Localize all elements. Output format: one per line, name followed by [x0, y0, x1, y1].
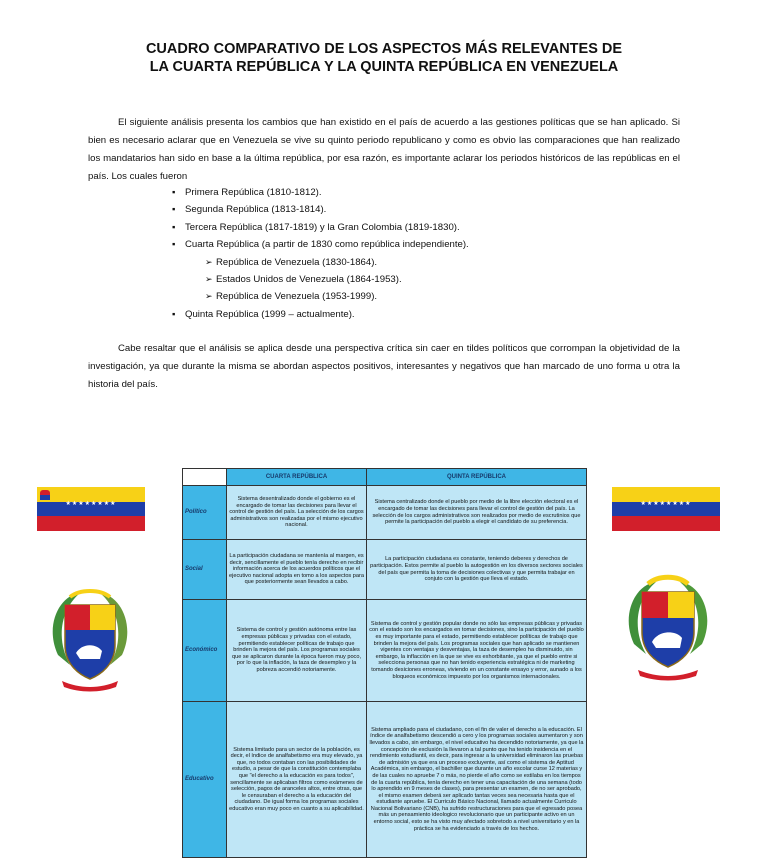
list-item: ▪ Quinta República (1999 – actualmente). [172, 306, 469, 323]
cell-cuarta: Sistema limitado para un sector de la población, es decir, el índice de analfabetismo era muy elevado, ya que, no todos contaban con las posibilidades de estudio, a pesar de que la constitución contemplaba que "el derecho a la educación es para todos", sencillamente se aplicaban filtros como exámenes de selección, pagos de aranceles altos, entre otras, que le censuraban el derecho a la educación del ciudadano. De igual forma los programas sociales educativo eran muy poco en cuanto a su aplicabilidad. [227, 702, 367, 858]
sub-list-item: ➢ República de Venezuela (1830-1864). [205, 254, 469, 271]
list-item: ▪ Primera República (1810-1812). [172, 184, 469, 201]
list-item-text: Cuarta República (a partir de 1830 como república independiente). [185, 239, 469, 251]
table-row [183, 702, 587, 858]
comparison-table [182, 468, 587, 858]
cell-quinta: Sistema ampliado para el ciudadano, con el fin de valer el derecho a la educación. El índice de analfabetismo descendió a cero y los programas sociales aumentaron y son llevados a cabo, sin embargo, el nivel educativo ha decendido notoriamente, ya que la concepción de exclusión la llevaron a tal punto que ha tenido insidencia en el rendimiento estudiantil, es decir, para ingresar a la universidad eliminaron las pruebas de admisión ya que era un proceso excluyente, así como el sistema de Aptitud Académica, sin embargo, el bachiller que durante un año escolar curse 12 materias y de las cuales no apruebe 7 o más, no pierde el año como se estilaba en los tiempos de la cuarta república, tenía derecho en tener una capacitación de una semana (todo lo aprendido en 9 meses de clases), para presentar un examen, de no ser aprobado, el mismo examen deberá ser aplicado tantas veces sea necesaria hasta que el estudiante apruebe. El Curriculo Básico Nacional, llamado actualmente Curriculo Nacional Bolivariano (CNB), ha sufrido restructuraciones para que el egresado posea más un pensamiento ideologico revolucionario que un participante activo en un entorno social, esto se ha visto muy afectado sobretodo a nivel universitario y en la práctica se ha evidenciado a través de los hechos. [367, 702, 587, 858]
list-item: ▪ Tercera República (1817-1819) y la Gran Colombia (1819-1830). [172, 219, 469, 236]
table-row [183, 540, 587, 600]
header-cuarta: CUARTA REPÚBLICA [227, 469, 367, 486]
cell-cuarta: Sistema desentralizado donde el gobierno es el encargado de tomar las decisiones para llevar el control de gestión del país. La selección de los cargos administrativos son realizadas por el mismo ejecutivo nacional. [227, 486, 367, 540]
sub-list [185, 254, 469, 306]
republic-list [172, 184, 469, 323]
cell-cuarta: Sistema de control y gestión autónoma entre las empresas públicas y privadas con el estado, permitiendo establecer políticas de trabajo que brinden la mejora del país. Los programas sociales que se aplicaron durante la época fueron muy poco, por lo que la inflación, la taza de desempleo y la pobreza accendió notoriamente. [227, 600, 367, 702]
list-item [172, 236, 469, 306]
document-title [60, 40, 708, 76]
cell-quinta: La participación ciudadana es constante, teniendo deberes y derechos de participación. Estos permite al pueblo la autogestión en los diversos sectores sociales del país que permita la toma de decisiones colectivas y que permita trabajar en conjuto con la gestión que lleva el estado. [367, 540, 587, 600]
table-row [183, 600, 587, 702]
cell-quinta: Sistema centralizado donde el pueblo por medio de la libre elección electoral es el encargado de tomar las decisiones para llevar el control de gestión del país. La selección de los cargos administrativos son realizados por medio de escrutinios que permite la participación del pueblo a elegir el candidato de su preferencia. [367, 486, 587, 540]
sub-list-item: ➢ República de Venezuela (1953-1999). [205, 288, 469, 305]
sub-list-item: ➢ Estados Unidos de Venezuela (1864-1953). [205, 271, 469, 288]
cell-cuarta: La participación ciudadana se mantenía al margen, es decir, sencillamente el pueblo tenía derecho en recibir información acerca de los acuerdos políticos que el ejecutivo nacional adopta en tomo a los aspectos para que posteriormente sean llevados a cabo. [227, 540, 367, 600]
closing-paragraph: Cabe resaltar que el análisis se aplica desde una perspectiva crítica sin caer en tildes políticos que corrompan la objetividad de la investigación, ya que durante la misma se abordan aspectos positivos, interesantes y negativos que han marcado de uno forma u otra la historia del país. [88, 343, 680, 390]
table-row [183, 486, 587, 540]
list-item: ▪ Segunda República (1813-1814). [172, 201, 469, 218]
row-label: Político [183, 486, 227, 540]
venezuela-flag-right: ★★★★★★★★ [612, 487, 720, 531]
table-header-row [183, 469, 587, 486]
cell-quinta: Sistema de control y gestión popular donde no sólo las empresas públicas y privadas con el estado son los encargados en tomar decisiones, sino la participación del pueblo es muy importante para el estado, permitiendo establecer políticas de trabajo que brinden la mejora del país. Los programas sociales que han aplicado se mantienen vigentes con ventajas y desventajas, la taza de desempleo ha disminuido, sin embargo, la inflacción en la que se vive es exhorbitante, ya que el pueblo entre si selecciona personas que no han tenido experiencia estratégica ni de marketing tomando desiciones erroneas, viviendo en un constante ensayo y error, aunado a los bloqueos económicos impuesto por los organismos internacionales. [367, 600, 587, 702]
header-quinta: QUINTA REPÚBLICA [367, 469, 587, 486]
title-line-1: CUADRO COMPARATIVO DE LOS ASPECTOS MÁS RELEVANTES DE [145, 41, 623, 57]
intro-paragraph: El siguiente análisis presenta los cambios que han existido en el país de acuerdo a las gestiones políticas que se han aplicado. Si bien es necesario aclarar que en Venezuela se vive su quinto periodo republicano y como es obvio las comparaciones que han realizado los mandatarios han sido en base a la última república, por esa razón, es importante aclarar los periodos históricos de las repúblicas en el país. Los cuales fueron [88, 117, 680, 182]
title-line-2: LA CUARTA REPÚBLICA Y LA QUINTA REPÚBLICA EN VENEZUELA [149, 59, 619, 75]
row-label: Económico [183, 600, 227, 702]
row-label: Educativo [183, 702, 227, 858]
coat-mini-icon [39, 489, 51, 501]
coat-of-arms-left-icon [40, 585, 140, 695]
table-corner [183, 469, 227, 486]
venezuela-flag-left: ★★★★★★★★ [37, 487, 145, 531]
coat-of-arms-right-icon [618, 572, 718, 682]
row-label: Social [183, 540, 227, 600]
